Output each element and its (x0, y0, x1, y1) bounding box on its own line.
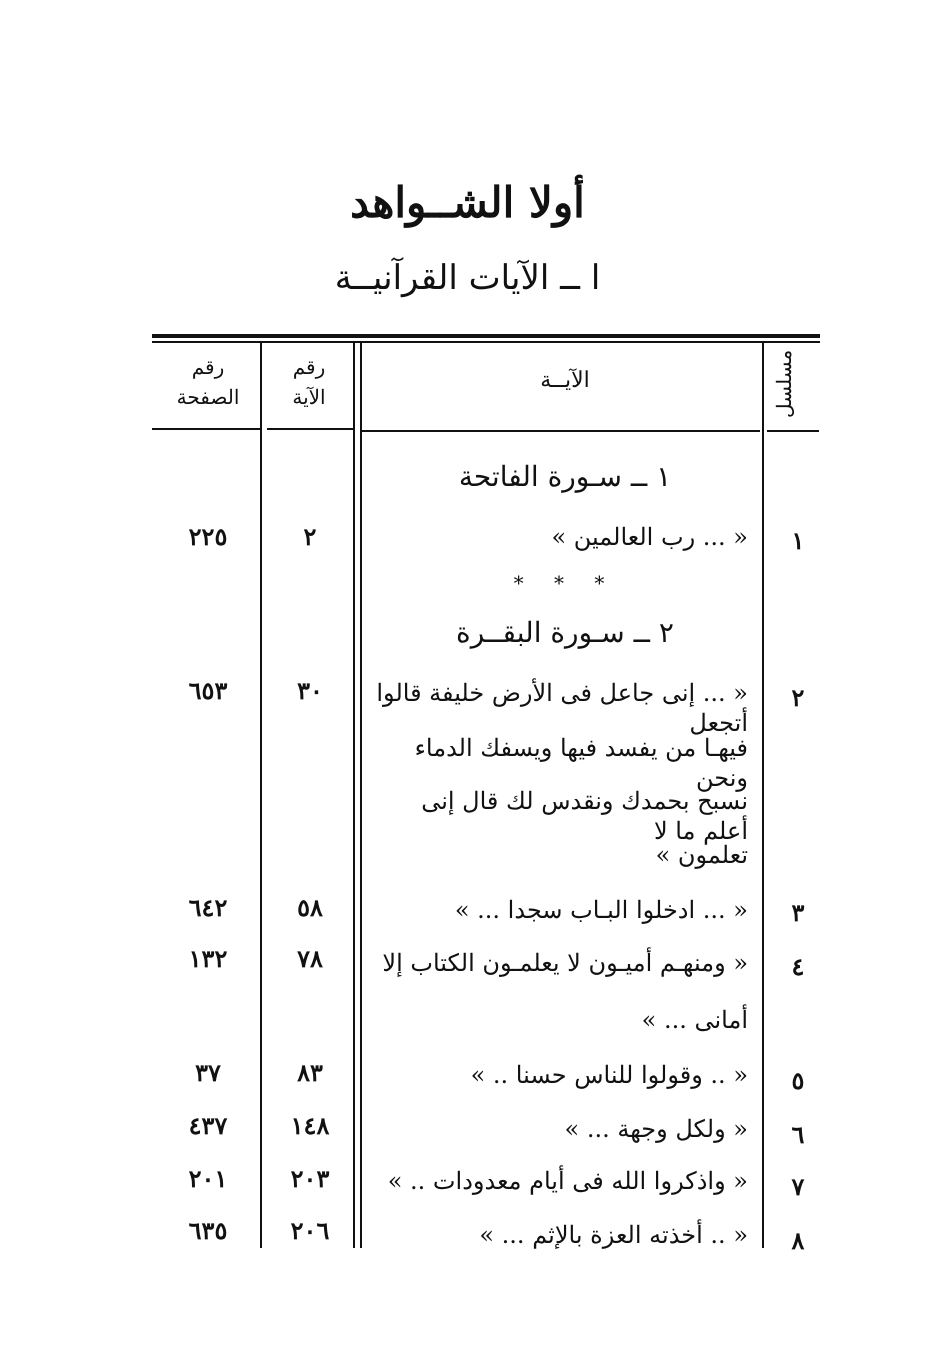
row-5-verse-number: ٨٣ (297, 1058, 323, 1087)
row-8-verse-line-1: « .. أخذته العزة بالإثم ... » (479, 1221, 748, 1249)
header-serial: مسلسل (772, 349, 796, 419)
header-underline-verse (360, 430, 760, 432)
header-verse: الآيــة (540, 368, 590, 393)
row-1-page-number: ٢٢٥ (188, 522, 228, 551)
column-rule-verse-no (353, 343, 355, 1248)
row-1-serial: ١ (791, 526, 805, 555)
column-rule-serial (762, 343, 764, 1248)
header-underline-page (152, 428, 260, 430)
row-5-page-number: ٣٧ (195, 1058, 221, 1087)
row-8-verse-number: ٢٠٦ (290, 1216, 330, 1245)
header-verse-number (267, 352, 351, 412)
header-page-number-line1: رقم (191, 355, 225, 379)
row-5-verse-line-1: « .. وقولوا للناس حسنا .. » (470, 1061, 748, 1089)
row-2-serial: ٢ (791, 683, 805, 712)
row-2-verse-line-3: نسبح بحمدك ونقدس لك قال إنى أعلم ما لا (421, 787, 748, 845)
row-3-verse-line-1: « ... ادخلوا البـاب سجدا ... » (454, 896, 748, 924)
header-verse-number-line2: الآية (292, 385, 326, 409)
row-4-serial: ٤ (791, 952, 805, 981)
row-6-serial: ٦ (791, 1120, 805, 1149)
row-2-page-number: ٦٥٣ (188, 676, 228, 705)
row-1-verse-number: ٢ (303, 522, 317, 551)
row-2-verse-line-2: فيهـا من يفسد فيها ويسفك الدماء ونحن (414, 734, 748, 792)
surah-heading-baqara: ٢ ــ سـورة البقــرة (456, 616, 674, 649)
header-underline-serial (767, 430, 819, 432)
table-top-rule-thick (152, 334, 820, 338)
row-6-page-number: ٤٣٧ (188, 1111, 228, 1140)
surah-heading-fatiha: ١ ــ سـورة الفاتحة (458, 460, 672, 493)
row-3-page-number: ٦٤٢ (188, 893, 228, 922)
row-5-serial: ٥ (791, 1066, 805, 1095)
table-top-rule-thin (152, 341, 820, 343)
page-title: أولا الشــواهد (350, 178, 585, 227)
section-separator: * * * (513, 571, 617, 595)
row-3-serial: ٣ (791, 898, 805, 927)
row-7-verse-number: ٢٠٣ (290, 1164, 330, 1193)
section-subtitle: ا ــ الآيات القرآنيــة (334, 258, 601, 298)
column-rule-page (260, 343, 262, 1248)
row-2-verse-number: ٣٠ (297, 676, 323, 705)
row-7-serial: ٧ (791, 1172, 805, 1201)
header-underline-verse-no (267, 428, 355, 430)
header-page-number-line2: الصفحة (176, 385, 240, 409)
row-4-verse-number: ٧٨ (297, 944, 323, 973)
row-4-verse-line-2: أمانى ... » (641, 1006, 748, 1034)
row-7-verse-line-1: « واذكروا الله فى أيام معدودات .. » (387, 1167, 748, 1195)
row-6-verse-number: ١٤٨ (290, 1111, 330, 1140)
row-1-verse-line-1: « ... رب العالمين » (551, 523, 748, 551)
row-3-verse-number: ٥٨ (297, 893, 323, 922)
row-8-serial: ٨ (791, 1226, 805, 1255)
row-4-page-number: ١٣٢ (188, 944, 228, 973)
row-4-verse-line-1: « ومنهـم أميـون لا يعلمـون الكتاب إلا (382, 949, 748, 977)
row-8-page-number: ٦٣٥ (188, 1216, 228, 1245)
header-verse-number-line1: رقم (292, 355, 326, 379)
row-7-page-number: ٢٠١ (188, 1164, 228, 1193)
row-6-verse-line-1: « ولكل وجهة ... » (564, 1115, 748, 1143)
row-2-verse-line-1: « ... إنى جاعل فى الأرض خليفة قالوا أتجعل (376, 679, 748, 737)
row-2-verse-line-4: تعلمون » (655, 841, 748, 869)
header-page-number (160, 352, 256, 412)
column-rule-verse-inner (360, 343, 362, 1248)
